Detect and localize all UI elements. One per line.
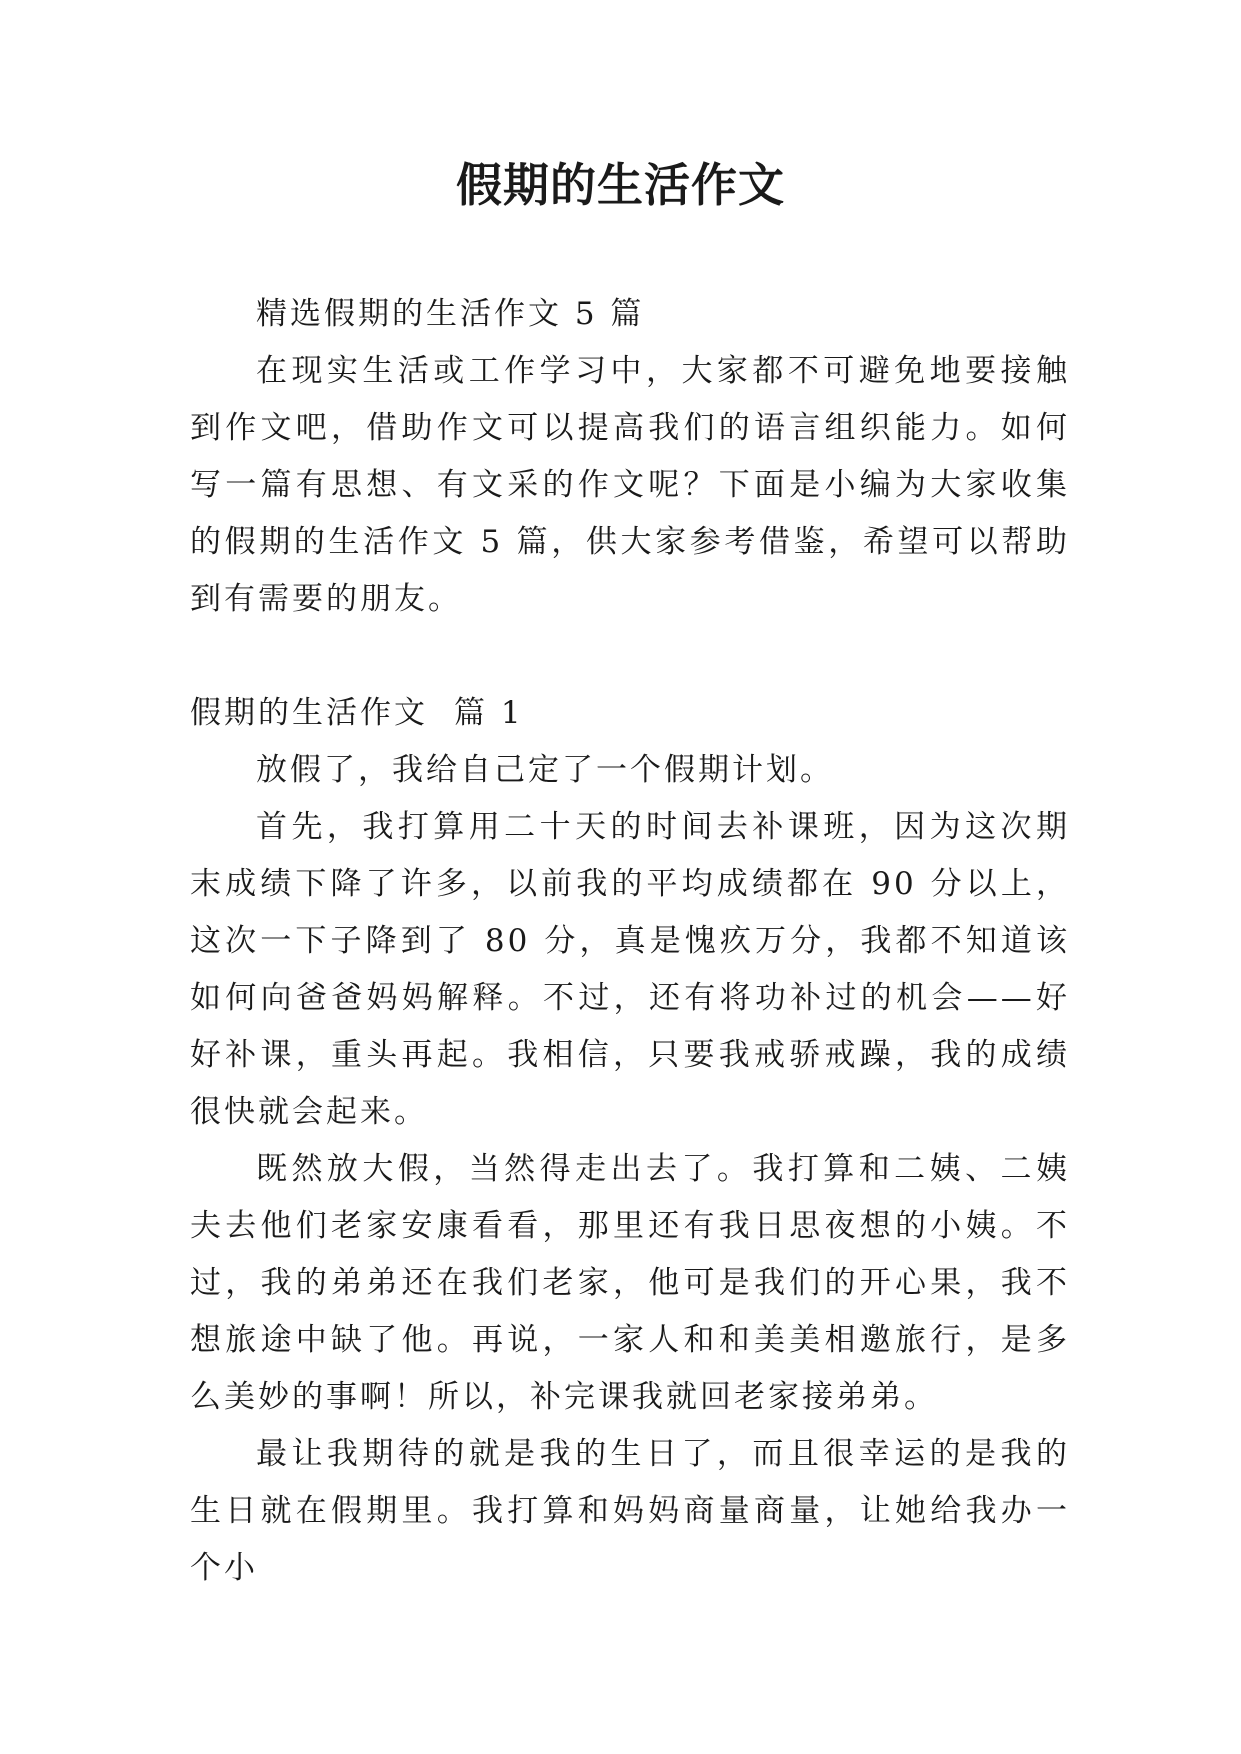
section-heading <box>190 685 1070 742</box>
section-heading-title: 假期的生活作文 <box>190 695 428 731</box>
section-heading-label: 篇 1 <box>454 695 524 731</box>
section-paragraph: 放假了，我给自己定了一个假期计划。 <box>256 752 834 788</box>
document-body <box>190 286 1070 1597</box>
section-paragraph: 既然放大假，当然得走出去了。我打算和二姨、二姨夫去他们老家安康看看，那里还有我日思夜想的小姨。不过，我的弟弟还在我们老家，他可是我们的开心果，我不想旅途中缺了他。再说，一家人和和美美相邀旅行，是多么美妙的事啊！所以，补完课我就回老家接弟弟。 <box>190 1151 1070 1415</box>
section-paragraph: 最让我期待的就是我的生日了，而且很幸运的是我的生日就在假期里。我打算和妈妈商量商量，让她给我办一个小 <box>190 1436 1070 1586</box>
document-title: 假期的生活作文 <box>456 158 785 212</box>
section-paragraph: 首先，我打算用二十天的时间去补课班，因为这次期末成绩下降了许多，以前我的平均成绩都在 90 分以上，这次一下子降到了 80 分，真是愧疚万分，我都不知道该如何向爸爸妈妈解释。不过，还有将功补过的机会——好好补课，重头再起。我相信，只要我戒骄戒躁，我的成绩很快就会起来。 <box>190 809 1070 1130</box>
intro-line: 精选假期的生活作文 5 篇 <box>256 296 645 332</box>
intro-paragraph: 在现实生活或工作学习中，大家都不可避免地要接触到作文吧，借助作文可以提高我们的语言组织能力。如何写一篇有思想、有文采的作文呢？下面是小编为大家收集的假期的生活作文 5 篇，供大家参考借鉴，希望可以帮助到有需要的朋友。 <box>190 353 1070 617</box>
